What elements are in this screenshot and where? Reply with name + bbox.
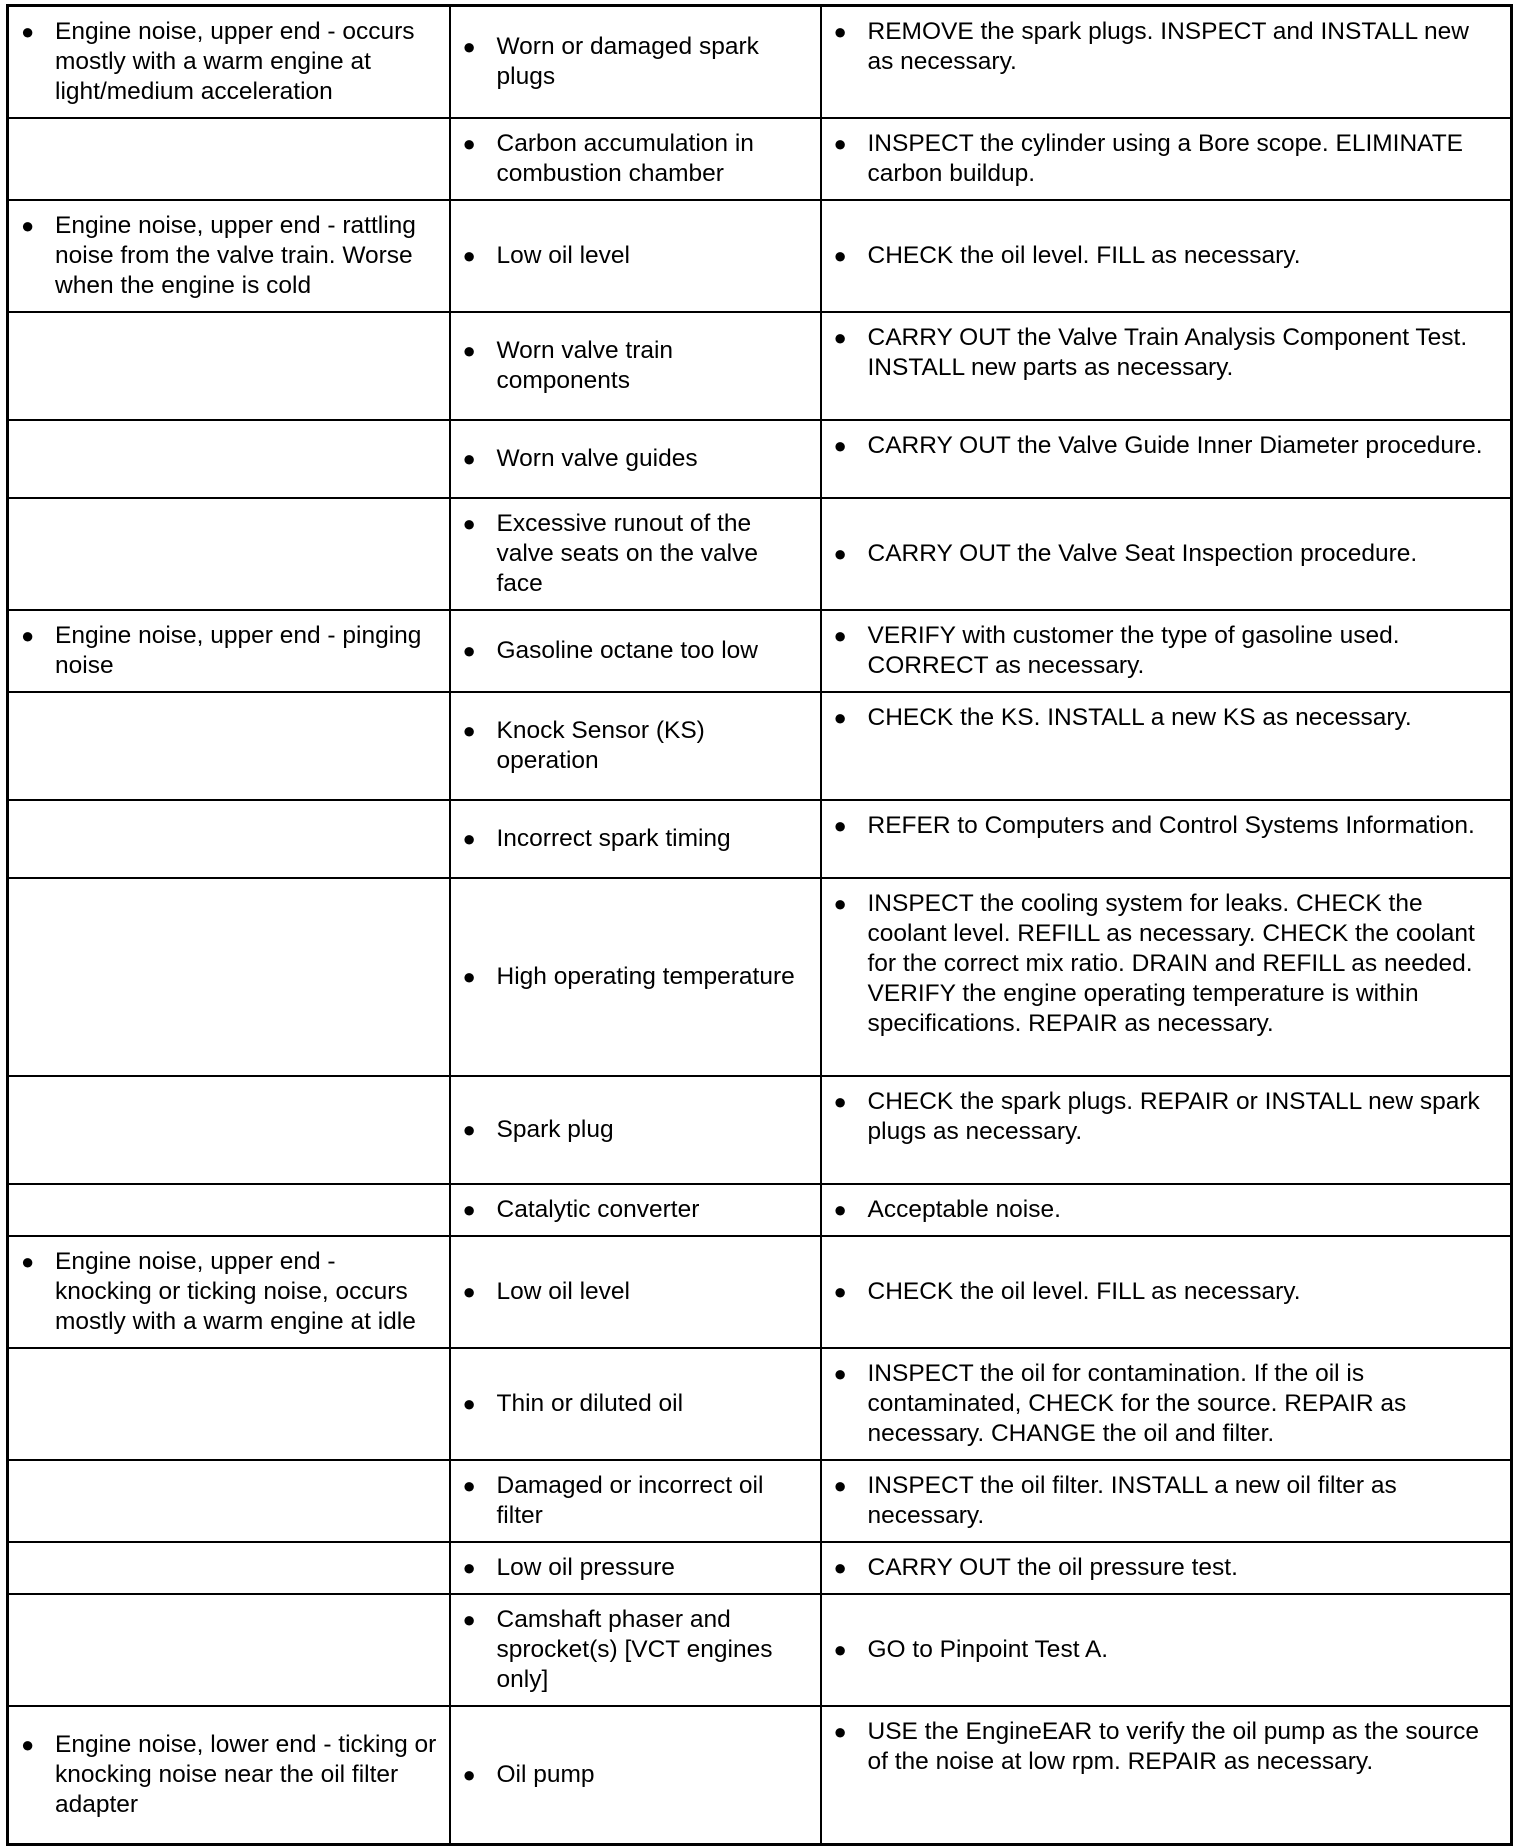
action-item: [834, 17, 1501, 77]
symptom-cell: [8, 1236, 450, 1348]
action-cell: [821, 692, 1512, 800]
bullet-icon: ●: [21, 19, 35, 44]
action-item: [834, 241, 1501, 271]
action-cell: [821, 1348, 1512, 1460]
table-row: [8, 610, 1512, 692]
bullet-icon: ●: [462, 638, 476, 663]
table-row: [8, 420, 1512, 498]
symptom-item: [21, 621, 439, 681]
bullet-icon: ●: [462, 1607, 476, 1632]
cause-item: [463, 1471, 810, 1531]
cause-item: [463, 1389, 810, 1419]
action-item: [834, 811, 1501, 841]
action-cell: [821, 1076, 1512, 1184]
cause-text: Camshaft phaser and sprocket(s) [VCT engines only]: [496, 1606, 773, 1693]
cause-text: Worn valve train components: [496, 337, 674, 394]
symptom-cell: [8, 312, 450, 420]
symptom-text: Engine noise, lower end - ticking or knocking noise near the oil filter adapter: [55, 1730, 437, 1818]
cause-text: Thin or diluted oil: [496, 1390, 684, 1417]
bullet-icon: ●: [833, 325, 847, 350]
bullet-icon: ●: [833, 1719, 847, 1744]
cause-cell: [450, 692, 821, 800]
action-cell: [821, 1460, 1512, 1542]
action-cell: [821, 420, 1512, 498]
action-cell: [821, 1236, 1512, 1348]
symptom-cell: [8, 1076, 450, 1184]
symptom-cell: [8, 200, 450, 312]
cause-item: [463, 1277, 810, 1307]
action-text: CHECK the oil level. FILL as necessary.: [867, 242, 1301, 269]
symptom-item: [21, 17, 439, 107]
action-cell: [821, 498, 1512, 610]
cause-cell: [450, 1076, 821, 1184]
table-row: [8, 312, 1512, 420]
bullet-icon: ●: [833, 1473, 847, 1498]
table-row: [8, 1594, 1512, 1706]
cause-cell: [450, 1706, 821, 1844]
action-text: CARRY OUT the Valve Train Analysis Component Test. INSTALL new parts as necessary.: [867, 324, 1468, 381]
cause-item: [463, 1195, 810, 1225]
table-row: [8, 1542, 1512, 1594]
cause-cell: [450, 200, 821, 312]
action-text: GO to Pinpoint Test A.: [867, 1636, 1109, 1663]
action-cell: [821, 6, 1512, 119]
symptom-cell: [8, 1542, 450, 1594]
bullet-icon: ●: [462, 718, 476, 743]
bullet-icon: ●: [462, 1117, 476, 1142]
bullet-icon: ●: [462, 34, 476, 59]
table-row: [8, 692, 1512, 800]
bullet-icon: ●: [833, 1361, 847, 1386]
cause-cell: [450, 1594, 821, 1706]
table-row: [8, 6, 1512, 119]
symptom-cell: [8, 1348, 450, 1460]
bullet-icon: ●: [21, 1731, 35, 1757]
table-row: [8, 118, 1512, 200]
symptom-text: Engine noise, upper end - occurs mostly with a warm engine at light/medium acceleration: [55, 18, 415, 105]
cause-text: Carbon accumulation in combustion chamber: [496, 130, 754, 187]
action-text: USE the EngineEAR to verify the oil pump as the source of the noise at low rpm. REPAIR as necessary.: [867, 1718, 1479, 1775]
action-text: CHECK the spark plugs. REPAIR or INSTALL new spark plugs as necessary.: [867, 1088, 1480, 1145]
cause-cell: [450, 800, 821, 878]
table-row: [8, 800, 1512, 878]
action-text: INSPECT the cylinder using a Bore scope. ELIMINATE carbon buildup.: [867, 130, 1464, 187]
symptom-text: Engine noise, upper end - knocking or ticking noise, occurs mostly with a warm engine at idle: [55, 1248, 416, 1335]
action-item: [834, 129, 1501, 189]
action-item: [834, 1717, 1501, 1777]
symptom-cell: [8, 6, 450, 119]
bullet-icon: ●: [462, 826, 476, 851]
action-item: [834, 889, 1501, 1039]
bullet-icon: ●: [462, 243, 476, 268]
action-text: CARRY OUT the Valve Guide Inner Diameter procedure.: [867, 432, 1483, 459]
action-item: [834, 1359, 1501, 1449]
table-row: [8, 1706, 1512, 1844]
bullet-icon: ●: [833, 1555, 847, 1580]
bullet-icon: ●: [833, 623, 847, 648]
action-text: INSPECT the oil for contamination. If the oil is contaminated, CHECK for the source. REPAIR as necessary. CHANGE the oil and filter.: [867, 1360, 1407, 1447]
action-item: [834, 1553, 1501, 1583]
cause-cell: [450, 1460, 821, 1542]
cause-cell: [450, 610, 821, 692]
symptom-cell: [8, 1594, 450, 1706]
cause-item: [463, 962, 810, 992]
action-text: VERIFY with customer the type of gasoline used. CORRECT as necessary.: [867, 622, 1400, 679]
bullet-icon: ●: [21, 213, 35, 238]
bullet-icon: ●: [833, 1279, 847, 1304]
cause-cell: [450, 118, 821, 200]
bullet-icon: ●: [833, 1637, 847, 1662]
cause-text: Oil pump: [496, 1760, 595, 1788]
symptom-cell: [8, 878, 450, 1076]
diagnosis-table-body: [8, 6, 1512, 1845]
symptom-cell: [8, 800, 450, 878]
symptom-cell: [8, 498, 450, 610]
cause-text: Low oil pressure: [496, 1554, 675, 1581]
action-text: CHECK the oil level. FILL as necessary.: [867, 1278, 1301, 1305]
symptom-cell: [8, 692, 450, 800]
bullet-icon: ●: [21, 1249, 35, 1274]
cause-cell: [450, 1542, 821, 1594]
action-text: CARRY OUT the oil pressure test.: [867, 1554, 1238, 1581]
action-cell: [821, 118, 1512, 200]
table-row: [8, 498, 1512, 610]
cause-item: [463, 1115, 810, 1145]
action-text: INSPECT the oil filter. INSTALL a new oil filter as necessary.: [867, 1472, 1397, 1529]
cause-item: [463, 636, 810, 666]
symptom-text: Engine noise, upper end - pinging noise: [55, 622, 422, 679]
bullet-icon: ●: [462, 1391, 476, 1416]
table-row: [8, 878, 1512, 1076]
table-row: [8, 1076, 1512, 1184]
action-item: [834, 703, 1501, 733]
cause-item: [463, 824, 810, 854]
cause-text: Worn valve guides: [496, 445, 698, 472]
action-cell: [821, 1706, 1512, 1844]
cause-item: [463, 241, 810, 271]
cause-text: Spark plug: [496, 1116, 614, 1143]
symptom-cell: [8, 1184, 450, 1236]
bullet-icon: ●: [833, 891, 847, 916]
table-row: [8, 1184, 1512, 1236]
action-item: [834, 323, 1501, 383]
cause-item: [463, 32, 810, 92]
cause-item: [463, 444, 810, 474]
symptom-text: Engine noise, upper end - rattling noise from the valve train. Worse when the engine is cold: [55, 212, 416, 299]
action-item: [834, 621, 1501, 681]
action-text: Acceptable noise.: [867, 1196, 1061, 1223]
bullet-icon: ●: [462, 511, 476, 536]
action-item: [834, 1087, 1501, 1147]
cause-text: Incorrect spark timing: [496, 825, 731, 852]
action-text: CARRY OUT the Valve Seat Inspection procedure.: [867, 540, 1418, 567]
symptom-cell: [8, 420, 450, 498]
cause-text: Gasoline octane too low: [496, 637, 758, 664]
symptom-cell: [8, 118, 450, 200]
cause-text: Catalytic converter: [496, 1196, 700, 1223]
cause-text: Knock Sensor (KS) operation: [496, 717, 705, 774]
symptom-cell: [8, 1706, 450, 1844]
cause-text: Excessive runout of the valve seats on the valve face: [496, 510, 758, 597]
action-text: CHECK the KS. INSTALL a new KS as necessary.: [867, 704, 1412, 731]
cause-cell: [450, 1184, 821, 1236]
cause-cell: [450, 312, 821, 420]
bullet-icon: ●: [833, 1089, 847, 1114]
bullet-icon: ●: [833, 813, 847, 838]
action-cell: [821, 200, 1512, 312]
cause-text: High operating temperature: [496, 963, 795, 990]
cause-item: [463, 1553, 810, 1583]
table-row: [8, 1236, 1512, 1348]
action-cell: [821, 312, 1512, 420]
action-cell: [821, 878, 1512, 1076]
bullet-icon: ●: [462, 1197, 476, 1222]
cause-item: [463, 509, 810, 599]
action-item: [834, 431, 1501, 461]
cause-cell: [450, 1348, 821, 1460]
cause-cell: [450, 1236, 821, 1348]
bullet-icon: ●: [21, 623, 35, 648]
action-text: REMOVE the spark plugs. INSPECT and INSTALL new as necessary.: [867, 18, 1469, 75]
action-item: [834, 1195, 1501, 1225]
cause-text: Low oil level: [496, 242, 630, 269]
bullet-icon: ●: [462, 131, 476, 156]
cause-cell: [450, 498, 821, 610]
bullet-icon: ●: [462, 338, 476, 363]
cause-item: [463, 336, 810, 396]
action-cell: [821, 800, 1512, 878]
bullet-icon: ●: [462, 1555, 476, 1580]
action-item: [834, 1635, 1501, 1665]
table-row: [8, 200, 1512, 312]
action-text: REFER to Computers and Control Systems Information.: [867, 812, 1475, 839]
cause-text: Damaged or incorrect oil filter: [496, 1472, 764, 1529]
symptom-item: [21, 1247, 439, 1337]
bullet-icon: ●: [833, 433, 847, 458]
cause-text: Worn or damaged spark plugs: [496, 33, 759, 90]
action-text: INSPECT the cooling system for leaks. CHECK the coolant level. REFILL as necessary. CHECK the coolant for the correct mix ratio. DRAIN and REFILL as needed. VERIFY the engine operating temperature is within specifications. REPAIR as necessary.: [867, 890, 1475, 1037]
action-cell: [821, 610, 1512, 692]
bullet-icon: ●: [833, 19, 847, 44]
cause-item: [463, 716, 810, 776]
cause-item: [463, 1760, 810, 1790]
symptom-cell: [8, 610, 450, 692]
diagnosis-table: [6, 4, 1513, 1846]
symptom-cell: [8, 1460, 450, 1542]
table-row: [8, 1460, 1512, 1542]
bullet-icon: ●: [462, 1279, 476, 1304]
bullet-icon: ●: [833, 243, 847, 268]
action-item: [834, 539, 1501, 569]
cause-cell: [450, 6, 821, 119]
action-item: [834, 1471, 1501, 1531]
bullet-icon: ●: [462, 446, 476, 471]
action-cell: [821, 1542, 1512, 1594]
bullet-icon: ●: [833, 541, 847, 566]
action-item: [834, 1277, 1501, 1307]
symptom-item: [21, 1730, 439, 1820]
table-row: [8, 1348, 1512, 1460]
bullet-icon: ●: [462, 1473, 476, 1498]
action-cell: [821, 1184, 1512, 1236]
bullet-icon: ●: [462, 1761, 476, 1787]
action-cell: [821, 1594, 1512, 1706]
cause-cell: [450, 420, 821, 498]
cause-cell: [450, 878, 821, 1076]
bullet-icon: ●: [462, 964, 476, 989]
cause-item: [463, 1605, 810, 1695]
bullet-icon: ●: [833, 705, 847, 730]
bullet-icon: ●: [833, 1197, 847, 1222]
bullet-icon: ●: [833, 131, 847, 156]
cause-text: Low oil level: [496, 1278, 630, 1305]
cause-item: [463, 129, 810, 189]
symptom-item: [21, 211, 439, 301]
